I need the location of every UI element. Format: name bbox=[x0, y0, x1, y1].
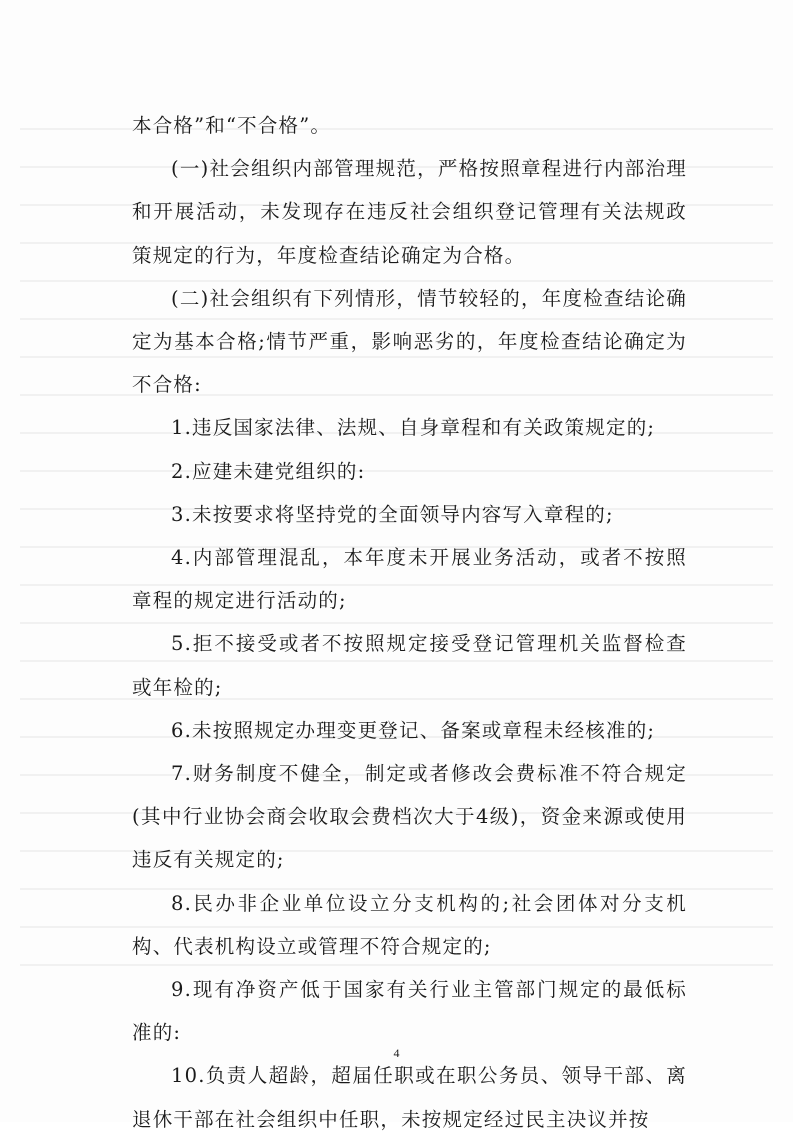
paragraph-basic-qualified: (二)社会组织有下列情形，情节较轻的，年度检查结论确定为基本合格;情节严重，影响恶劣的，年度检查结论确定为不合格: bbox=[132, 286, 687, 397]
list-item-3: 3.未按要求将坚持党的全面领导内容写入章程的; bbox=[171, 502, 614, 526]
paragraph-continuation: 本合格”和“不合格”。 bbox=[132, 114, 332, 137]
list-item-8: 8.民办非企业单位设立分支机构的;社会团体对分支机构、代表机构设立或管理不符合规定的; bbox=[132, 891, 687, 958]
page-number: 4 bbox=[393, 1046, 400, 1060]
list-item-7: 7.财务制度不健全，制定或者修改会费标准不符合规定(其中行业协会商会收取会费档次大于4级)，资金来源或使用违反有关规定的; bbox=[132, 762, 687, 872]
list-item-1: 1.违反国家法律、法规、自身章程和有关政策规定的; bbox=[171, 416, 656, 440]
list-item-10: 10.负责人超龄，超届任职或在职公务员、领导干部、离退休干部在社会组织中任职，未按规定经过民主决议并按 bbox=[132, 1064, 687, 1131]
paragraph-qualified: (一)社会组织内部管理规范，严格按照章程进行内部治理和开展活动，未发现存在违反社会组织登记管理有关法规政策规定的行为，年度检查结论确定为合格。 bbox=[132, 157, 687, 267]
body-text bbox=[132, 104, 687, 1141]
list-item-4: 4.内部管理混乱，本年度未开展业务活动，或者不按照章程的规定进行活动的; bbox=[132, 546, 687, 613]
list-item-9: 9.现有净资产低于国家有关行业主管部门规定的最低标准的: bbox=[132, 978, 687, 1045]
list-item-6: 6.未按照规定办理变更登记、备案或章程未经核准的; bbox=[171, 718, 656, 742]
list-item-5: 5.拒不接受或者不按照规定接受登记管理机关监督检查或年检的; bbox=[132, 632, 687, 699]
list-item-2: 2.应建未建党组织的: bbox=[171, 459, 366, 483]
